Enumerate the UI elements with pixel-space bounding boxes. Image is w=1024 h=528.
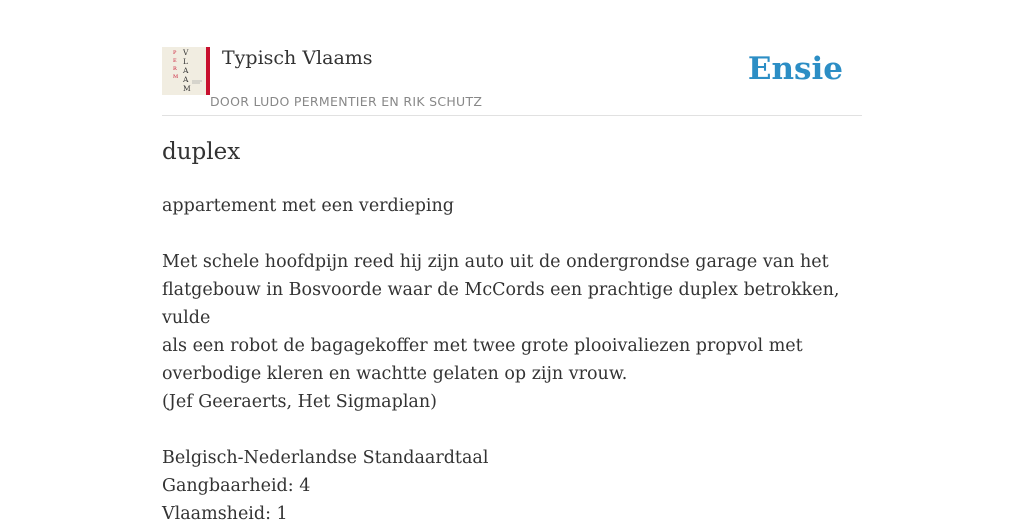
entry-language: Belgisch-Nederlandse Standaardtaal (162, 448, 489, 468)
page-header (162, 44, 862, 116)
quote-line: flatgebouw in Bosvoorde waar de McCords een prachtige duplex betrokken, vulde (162, 280, 840, 328)
quote-line: overbodige kleren en wachtte gelaten op zijn vrouw. (162, 364, 628, 384)
entry-flemishness: Vlaamsheid: 1 (162, 504, 288, 524)
entry-term: duplex (162, 139, 241, 165)
book-title[interactable]: Typisch Vlaams (222, 47, 373, 69)
quote-source: (Jef Geeraerts, Het Sigmaplan) (162, 392, 437, 412)
svg-text:R: R (173, 66, 177, 72)
entry-commonness: Gangbaarheid: 4 (162, 476, 311, 496)
svg-text:E: E (173, 58, 177, 64)
quote-line: als een robot de bagagekoffer met twee grote plooivaliezen propvol met (162, 336, 803, 356)
example-quote (162, 248, 868, 416)
svg-text:M: M (183, 84, 191, 93)
entry-definition: appartement met een verdieping (162, 196, 454, 216)
spacer (162, 220, 868, 248)
entry-body (162, 192, 868, 528)
quote-line: Met schele hoofdpijn reed hij zijn auto uit de ondergrondse garage van het (162, 252, 829, 272)
svg-text:A: A (183, 66, 189, 75)
book-authors: DOOR LUDO PERMENTIER EN RIK SCHUTZ (210, 94, 483, 109)
spacer (162, 416, 868, 444)
svg-text:M: M (173, 74, 179, 80)
book-cover-logo[interactable] (162, 47, 210, 95)
ensie-logo-link[interactable]: Ensie (747, 51, 843, 87)
svg-text:A: A (183, 75, 189, 84)
svg-text:L: L (183, 57, 188, 66)
svg-text:V: V (183, 48, 189, 57)
svg-text:P: P (173, 50, 177, 56)
